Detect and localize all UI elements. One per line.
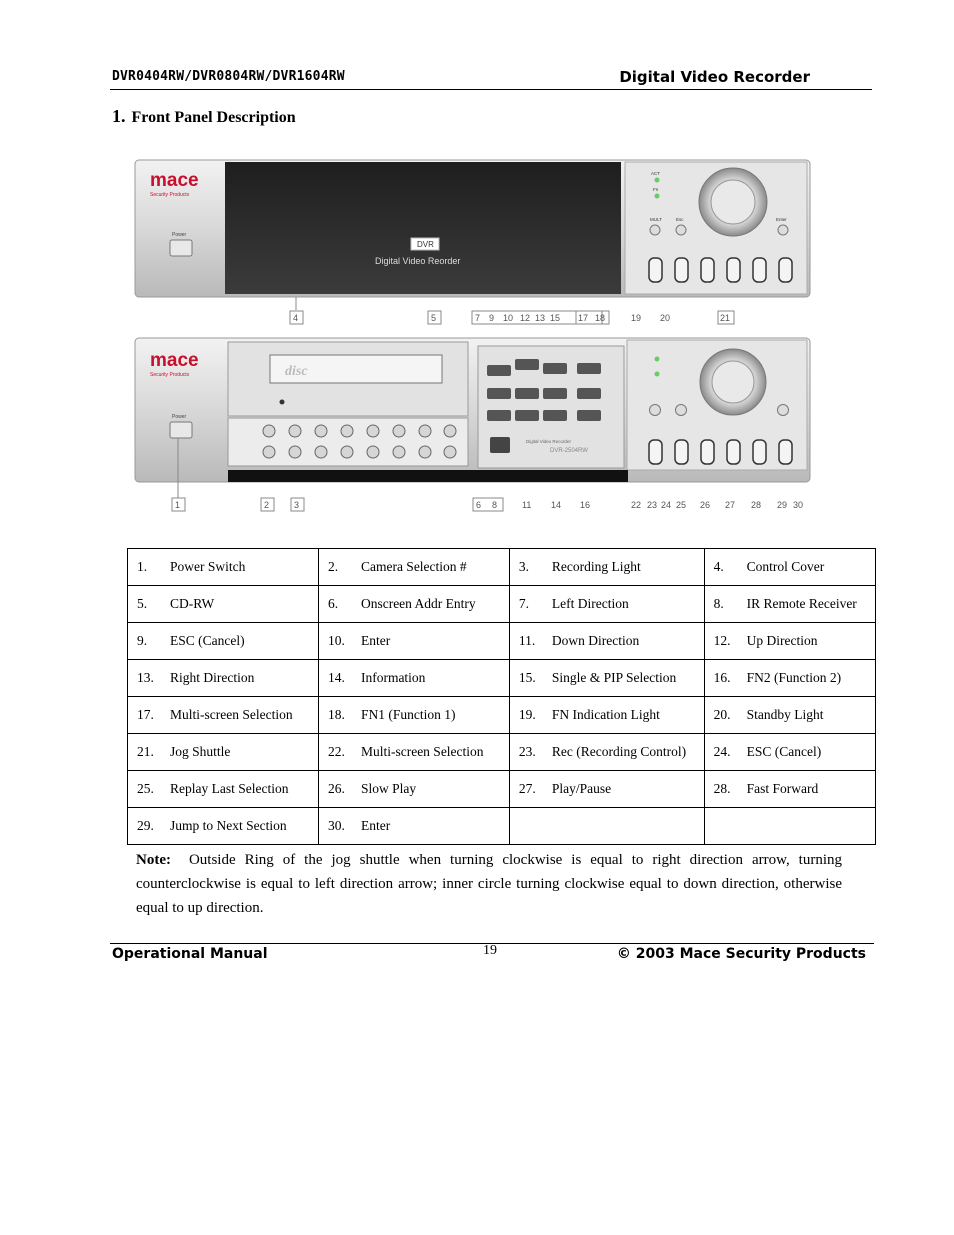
legend-cell	[704, 623, 875, 660]
ir-receiver	[490, 437, 510, 453]
legend-row	[128, 697, 876, 734]
legend-cell	[128, 549, 319, 586]
callout-19: 19	[631, 313, 642, 323]
callout-25: 25	[676, 500, 687, 510]
legend-cell	[704, 771, 875, 808]
legend-cell	[128, 623, 319, 660]
direction-buttons	[487, 359, 601, 421]
legend-item-number: 21.	[137, 744, 154, 759]
page-number: 19	[483, 943, 497, 958]
legend-cell	[318, 734, 509, 771]
legend-item-number: 15.	[518, 670, 536, 685]
legend-item-number: 11.	[518, 633, 536, 648]
front-panel-figure	[130, 150, 820, 530]
legend-item-label: FN1 (Function 1)	[360, 707, 456, 722]
legend-cell	[704, 549, 875, 586]
brand-tagline: Security Products	[150, 192, 190, 198]
legend-item-number: 6.	[327, 596, 339, 611]
legend-item-label: Multi-screen Selection	[360, 744, 484, 759]
legend-cell	[128, 734, 319, 771]
header-divider	[110, 89, 872, 90]
legend-item-number: 13.	[137, 670, 154, 685]
legend-cell	[318, 549, 509, 586]
legend-cell	[318, 660, 509, 697]
panel-caption: Digital Video Recorder	[526, 439, 571, 444]
callout-24: 24	[661, 500, 672, 510]
callout-7: 7	[475, 313, 481, 323]
legend-cell	[509, 623, 704, 660]
legend-item-number: 28.	[713, 781, 731, 796]
legend-item-label: Enter	[360, 818, 391, 833]
legend-row	[128, 734, 876, 771]
note-label: Note:	[136, 852, 171, 868]
legend-item-label: Recording Light	[551, 559, 641, 574]
callout-6: 6	[476, 500, 482, 510]
legend-item-number: 4.	[713, 559, 724, 574]
legend-item-number: 14.	[327, 670, 345, 685]
mult-label: MULT	[650, 217, 662, 222]
legend-cell	[318, 697, 509, 734]
footer-right: © 2003 Mace Security Products	[616, 946, 866, 962]
callout-14: 14	[551, 500, 562, 510]
legend-item-number: 3.	[518, 559, 530, 574]
callout-27: 27	[725, 500, 736, 510]
note-text: Outside Ring of the jog shuttle when turning clockwise is equal to right direction arrow, turning counterclockwise is equal to left direction arrow; inner circle turning clockwise equal to down direction, otherwise equal to up direction.	[136, 852, 842, 916]
legend-item-number: 26.	[327, 781, 345, 796]
dvr-unit-closed	[135, 160, 810, 297]
legend-item-number: 20.	[713, 707, 731, 722]
callout-2: 2	[264, 500, 270, 510]
note-paragraph	[136, 848, 842, 920]
legend-cell	[509, 808, 704, 845]
legend-item-label: Standby Light	[746, 707, 824, 722]
legend-row	[128, 808, 876, 845]
legend-item-label: Multi-screen Selection	[170, 707, 293, 722]
callout-11: 11	[522, 500, 532, 510]
legend-cell	[318, 808, 509, 845]
legend-cell	[509, 586, 704, 623]
legend-row	[128, 586, 876, 623]
section-title: Front Panel Description	[131, 109, 296, 126]
callout-5: 5	[431, 313, 437, 323]
header-product: Digital Video Recorder	[619, 68, 810, 86]
fn-label: Fn	[653, 187, 659, 192]
legend-item-label: ESC (Cancel)	[746, 744, 822, 759]
callout-20: 20	[660, 313, 671, 323]
callout-3: 3	[294, 500, 300, 510]
callout-18: 18	[595, 313, 606, 323]
legend-item-label: Left Direction	[551, 596, 629, 611]
legend-item-label: Information	[360, 670, 426, 685]
legend-cell	[318, 586, 509, 623]
callout-28: 28	[751, 500, 762, 510]
legend-item-label: IR Remote Receiver	[746, 596, 857, 611]
legend-cell	[704, 808, 875, 845]
disc-logo: disc	[285, 364, 308, 379]
legend-row	[128, 623, 876, 660]
esc-label: Esc	[676, 217, 684, 222]
callout-21: 21	[720, 313, 731, 323]
control-cover	[225, 162, 621, 294]
legend-item-label: ESC (Cancel)	[170, 633, 245, 648]
brand-logo: mace	[150, 170, 199, 191]
legend-cell	[704, 586, 875, 623]
legend-cell	[704, 734, 875, 771]
legend-row	[128, 660, 876, 697]
legend-item-label: Jog Shuttle	[170, 744, 231, 759]
legend-item-label: Camera Selection #	[360, 559, 467, 574]
dvr-badge: DVR	[417, 240, 434, 249]
callout-12: 12	[520, 313, 531, 323]
legend-item-label: FN2 (Function 2)	[746, 670, 842, 685]
power-label-2: Power	[172, 414, 187, 420]
legend-item-label: FN Indication Light	[551, 707, 660, 722]
legend-item-label: Power Switch	[170, 559, 246, 574]
legend-cell	[509, 697, 704, 734]
callout-17: 17	[578, 313, 589, 323]
legend-cell	[704, 697, 875, 734]
legend-cell	[128, 808, 319, 845]
legend-cell	[128, 660, 319, 697]
legend-item-number: 25.	[137, 781, 154, 796]
legend-item-number: 5.	[137, 596, 148, 611]
legend-item-number: 8.	[713, 596, 724, 611]
legend-cell	[128, 697, 319, 734]
legend-item-label: CD-RW	[170, 596, 215, 611]
legend-item-number: 29.	[137, 818, 154, 833]
enter-label: Enter	[776, 217, 787, 222]
legend-item-number: 7.	[518, 596, 530, 611]
callout-4: 4	[293, 313, 299, 323]
legend-item-number: 10.	[327, 633, 345, 648]
callout-23: 23	[647, 500, 658, 510]
legend-item-number: 1.	[137, 559, 148, 574]
legend-item-number: 19.	[518, 707, 536, 722]
legend-item-label: Onscreen Addr Entry	[360, 596, 476, 611]
brand-tagline-2: Security Products	[150, 372, 190, 378]
legend-item-number: 24.	[713, 744, 731, 759]
legend-item-number: 9.	[137, 633, 148, 648]
legend-item-label: Rec (Recording Control)	[551, 744, 687, 759]
callout-1: 1	[175, 500, 181, 510]
legend-cell	[509, 734, 704, 771]
legend-cell	[318, 771, 509, 808]
legend-item-label: Down Direction	[551, 633, 640, 648]
legend-item-number: 16.	[713, 670, 731, 685]
section-heading	[112, 106, 296, 127]
legend-item-number: 27.	[518, 781, 536, 796]
callout-29: 29	[777, 500, 788, 510]
legend-item-number: 23.	[518, 744, 536, 759]
callout-10: 10	[503, 313, 514, 323]
power-label: Power	[172, 232, 187, 238]
power-switch	[170, 240, 192, 256]
callout-8: 8	[492, 500, 498, 510]
legend-row	[128, 549, 876, 586]
legend-item-label: Replay Last Selection	[170, 781, 289, 796]
legend-item-label: Enter	[360, 633, 391, 648]
legend-item-label: Control Cover	[746, 559, 825, 574]
legend-cell	[509, 549, 704, 586]
model-label: DVR-2504RW	[550, 448, 588, 454]
legend-item-label: Jump to Next Section	[170, 818, 287, 833]
callout-16: 16	[580, 500, 591, 510]
legend-item-number: 18.	[327, 707, 345, 722]
header-models: DVR0404RW/DVR0804RW/DVR1604RW	[112, 69, 345, 84]
dvr-unit-open	[135, 338, 810, 482]
callout-26: 26	[700, 500, 711, 510]
brand-logo-2: mace	[150, 350, 199, 371]
legend-cell	[318, 623, 509, 660]
legend-item-number: 30.	[327, 818, 345, 833]
legend-table	[127, 548, 876, 845]
legend-item-label: Right Direction	[170, 670, 255, 685]
callout-22: 22	[631, 500, 642, 510]
legend-cell	[509, 771, 704, 808]
legend-item-number: 12.	[713, 633, 731, 648]
legend-cell	[128, 771, 319, 808]
act-label: ACT	[651, 171, 660, 176]
callout-15: 15	[550, 313, 561, 323]
legend-item-label: Slow Play	[360, 781, 417, 796]
section-number: 1.	[112, 106, 126, 126]
legend-cell	[704, 660, 875, 697]
footer-left: Operational Manual	[112, 946, 268, 962]
callouts-top	[290, 297, 734, 324]
legend-cell	[128, 586, 319, 623]
callout-13: 13	[535, 313, 546, 323]
legend-item-label: Single & PIP Selection	[551, 670, 677, 685]
legend-item-number: 17.	[137, 707, 154, 722]
dvr-caption: Digital Video Reorder	[375, 256, 461, 266]
legend-item-label: Play/Pause	[551, 781, 612, 796]
callout-30: 30	[793, 500, 804, 510]
legend-row	[128, 771, 876, 808]
legend-item-label: Fast Forward	[746, 781, 819, 796]
legend-cell	[509, 660, 704, 697]
callout-9: 9	[489, 313, 495, 323]
legend-item-number: 22.	[327, 744, 345, 759]
legend-item-label: Up Direction	[746, 633, 818, 648]
power-switch-2	[170, 422, 192, 438]
legend-item-number: 2.	[327, 559, 339, 574]
